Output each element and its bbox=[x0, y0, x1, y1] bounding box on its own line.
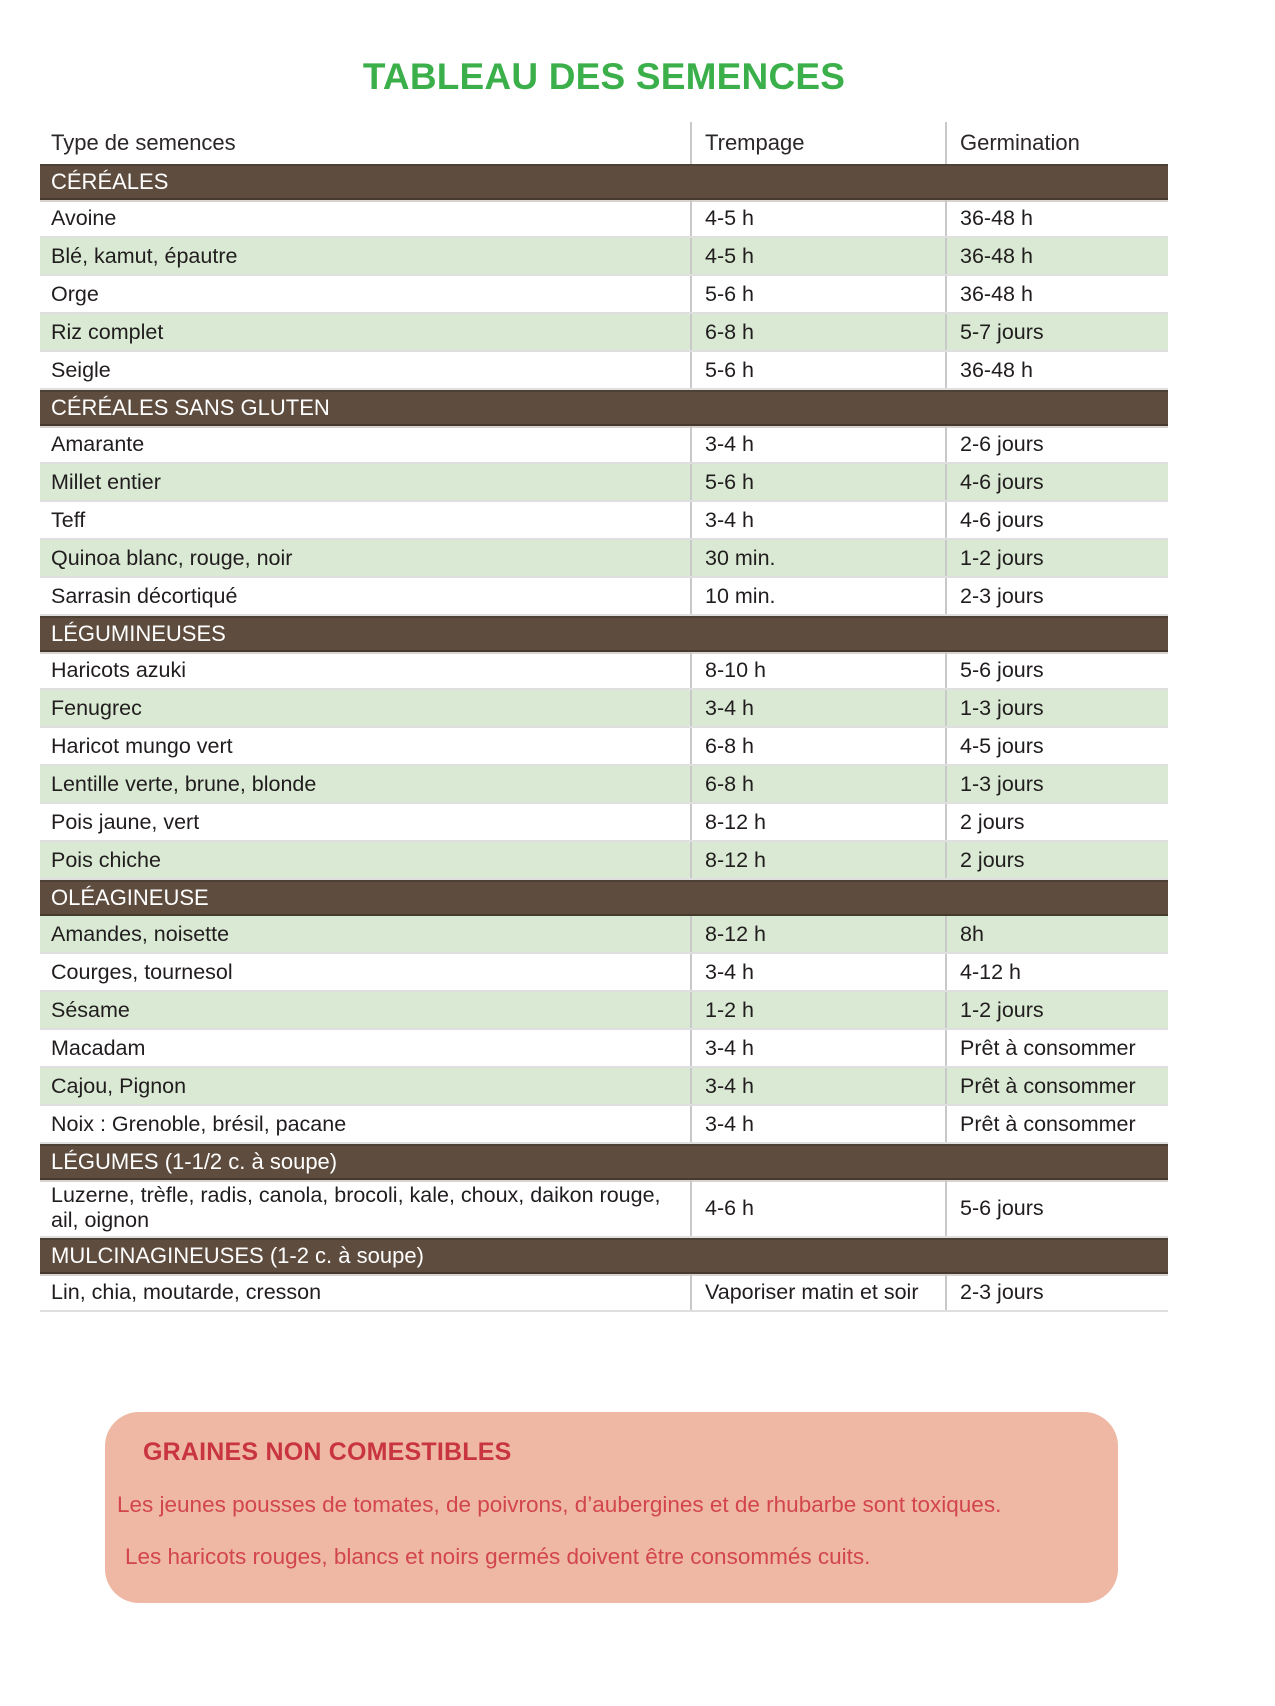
warning-title: GRAINES NON COMESTIBLES bbox=[143, 1438, 512, 1466]
table-row bbox=[40, 690, 1168, 728]
cell-germination: 1-3 jours bbox=[945, 690, 1168, 726]
table-row bbox=[40, 1274, 1168, 1312]
column-header-trempage: Trempage bbox=[690, 122, 945, 164]
cell-trempage: 3-4 h bbox=[690, 1030, 945, 1066]
cell-type: Sarrasin décortiqué bbox=[51, 583, 238, 608]
table-row bbox=[40, 1068, 1168, 1106]
cell-germination: 2-3 jours bbox=[945, 1274, 1168, 1310]
cell-type: Amandes, noisette bbox=[51, 921, 230, 946]
table-row bbox=[40, 916, 1168, 954]
cell-type: Pois jaune, vert bbox=[51, 809, 200, 834]
cell-germination: 4-5 jours bbox=[945, 728, 1168, 764]
cell-trempage: 10 min. bbox=[690, 578, 945, 614]
table-row bbox=[40, 578, 1168, 616]
cell-type: Fenugrec bbox=[51, 695, 142, 720]
cell-trempage: 3-4 h bbox=[690, 954, 945, 990]
cell-trempage: 6-8 h bbox=[690, 766, 945, 802]
cell-trempage: 6-8 h bbox=[690, 728, 945, 764]
cell-germination: 2-3 jours bbox=[945, 578, 1168, 614]
cell-trempage: 4-5 h bbox=[690, 238, 945, 274]
cell-trempage: 8-12 h bbox=[690, 804, 945, 840]
cell-trempage: 30 min. bbox=[690, 540, 945, 576]
cell-type: Cajou, Pignon bbox=[51, 1073, 187, 1098]
cell-type: Amarante bbox=[51, 431, 145, 456]
cell-trempage: 8-10 h bbox=[690, 652, 945, 688]
cell-germination: 36-48 h bbox=[945, 200, 1168, 236]
cell-germination: 4-6 jours bbox=[945, 464, 1168, 500]
section-header: CÉRÉALES bbox=[40, 164, 1168, 200]
cell-type: Teff bbox=[51, 507, 86, 532]
cell-type: Sésame bbox=[51, 997, 130, 1022]
cell-trempage: 5-6 h bbox=[690, 352, 945, 388]
cell-germination: 2 jours bbox=[945, 804, 1168, 840]
cell-type: Macadam bbox=[51, 1035, 146, 1060]
warning-box bbox=[105, 1412, 1118, 1603]
cell-germination: Prêt à consommer bbox=[945, 1106, 1168, 1142]
section-header: MULCINAGINEUSES (1-2 c. à soupe) bbox=[40, 1238, 1168, 1274]
cell-trempage: 3-4 h bbox=[690, 426, 945, 462]
table-row bbox=[40, 1106, 1168, 1144]
warning-line: Les haricots rouges, blancs et noirs germés doivent être consommés cuits. bbox=[125, 1544, 871, 1570]
cell-trempage: 5-6 h bbox=[690, 464, 945, 500]
table-body bbox=[40, 164, 1168, 1312]
cell-type: Courges, tournesol bbox=[51, 959, 233, 984]
cell-type: Avoine bbox=[51, 205, 117, 230]
cell-type: Quinoa blanc, rouge, noir bbox=[51, 545, 293, 570]
warning-line: Les jeunes pousses de tomates, de poivrons, d’aubergines et de rhubarbe sont toxiques. bbox=[117, 1492, 1002, 1517]
cell-trempage: 4-6 h bbox=[690, 1180, 945, 1236]
table-row bbox=[40, 842, 1168, 880]
cell-trempage: 5-6 h bbox=[690, 276, 945, 312]
cell-trempage: 3-4 h bbox=[690, 690, 945, 726]
page-content bbox=[0, 56, 1275, 1603]
table-header-row bbox=[40, 122, 1168, 164]
table-row bbox=[40, 200, 1168, 238]
cell-germination: 1-2 jours bbox=[945, 540, 1168, 576]
cell-type: Haricots azuki bbox=[51, 657, 187, 682]
cell-trempage: 3-4 h bbox=[690, 1068, 945, 1104]
cell-germination: 2 jours bbox=[945, 842, 1168, 878]
cell-trempage: 3-4 h bbox=[690, 1106, 945, 1142]
table-row bbox=[40, 238, 1168, 276]
cell-trempage: 4-5 h bbox=[690, 200, 945, 236]
cell-trempage: 8-12 h bbox=[690, 842, 945, 878]
cell-germination: 5-7 jours bbox=[945, 314, 1168, 350]
table-row bbox=[40, 276, 1168, 314]
table-row bbox=[40, 954, 1168, 992]
cell-trempage: 1-2 h bbox=[690, 992, 945, 1028]
cell-type: Orge bbox=[51, 281, 99, 306]
cell-germination: 8h bbox=[945, 916, 1168, 952]
cell-type: Lentille verte, brune, blonde bbox=[51, 771, 317, 796]
cell-type: Millet entier bbox=[51, 469, 161, 494]
cell-germination: Prêt à consommer bbox=[945, 1068, 1168, 1104]
cell-type: Luzerne, trèfle, radis, canola, brocoli, kale, choux, daikon rouge, ail, oignon bbox=[51, 1183, 661, 1232]
cell-trempage: 3-4 h bbox=[690, 502, 945, 538]
cell-type: Blé, kamut, épautre bbox=[51, 243, 238, 268]
cell-germination: 36-48 h bbox=[945, 238, 1168, 274]
section-header: CÉRÉALES SANS GLUTEN bbox=[40, 390, 1168, 426]
cell-germination: 1-2 jours bbox=[945, 992, 1168, 1028]
cell-germination: 2-6 jours bbox=[945, 426, 1168, 462]
table-row bbox=[40, 728, 1168, 766]
table-row bbox=[40, 1180, 1168, 1238]
cell-germination: 4-6 jours bbox=[945, 502, 1168, 538]
cell-type: Haricot mungo vert bbox=[51, 733, 233, 758]
table-row bbox=[40, 652, 1168, 690]
page-title: TABLEAU DES SEMENCES bbox=[362, 56, 846, 97]
cell-trempage: 6-8 h bbox=[690, 314, 945, 350]
column-header-type: Type de semences bbox=[51, 130, 236, 155]
cell-germination: 36-48 h bbox=[945, 352, 1168, 388]
cell-germination: 5-6 jours bbox=[945, 1180, 1168, 1236]
table-row bbox=[40, 1030, 1168, 1068]
cell-trempage: 8-12 h bbox=[690, 916, 945, 952]
cell-germination: 36-48 h bbox=[945, 276, 1168, 312]
table-row bbox=[40, 426, 1168, 464]
table-row bbox=[40, 464, 1168, 502]
cell-germination: 1-3 jours bbox=[945, 766, 1168, 802]
cell-type: Riz complet bbox=[51, 319, 164, 344]
section-header: LÉGUMES (1-1/2 c. à soupe) bbox=[40, 1144, 1168, 1180]
cell-trempage: Vaporiser matin et soir bbox=[690, 1274, 945, 1310]
section-header: LÉGUMINEUSES bbox=[40, 616, 1168, 652]
table-row bbox=[40, 804, 1168, 842]
cell-type: Pois chiche bbox=[51, 847, 161, 872]
column-header-germination: Germination bbox=[945, 122, 1168, 164]
table-row bbox=[40, 540, 1168, 578]
cell-type: Seigle bbox=[51, 357, 111, 382]
cell-germination: 4-12 h bbox=[945, 954, 1168, 990]
section-header: OLÉAGINEUSE bbox=[40, 880, 1168, 916]
cell-germination: 5-6 jours bbox=[945, 652, 1168, 688]
cell-type: Noix : Grenoble, brésil, pacane bbox=[51, 1111, 347, 1136]
cell-type: Lin, chia, moutarde, cresson bbox=[51, 1279, 322, 1304]
table-row bbox=[40, 314, 1168, 352]
table-row bbox=[40, 992, 1168, 1030]
table-row bbox=[40, 766, 1168, 804]
table-row bbox=[40, 502, 1168, 540]
cell-germination: Prêt à consommer bbox=[945, 1030, 1168, 1066]
semences-table bbox=[40, 122, 1168, 1312]
table-row bbox=[40, 352, 1168, 390]
